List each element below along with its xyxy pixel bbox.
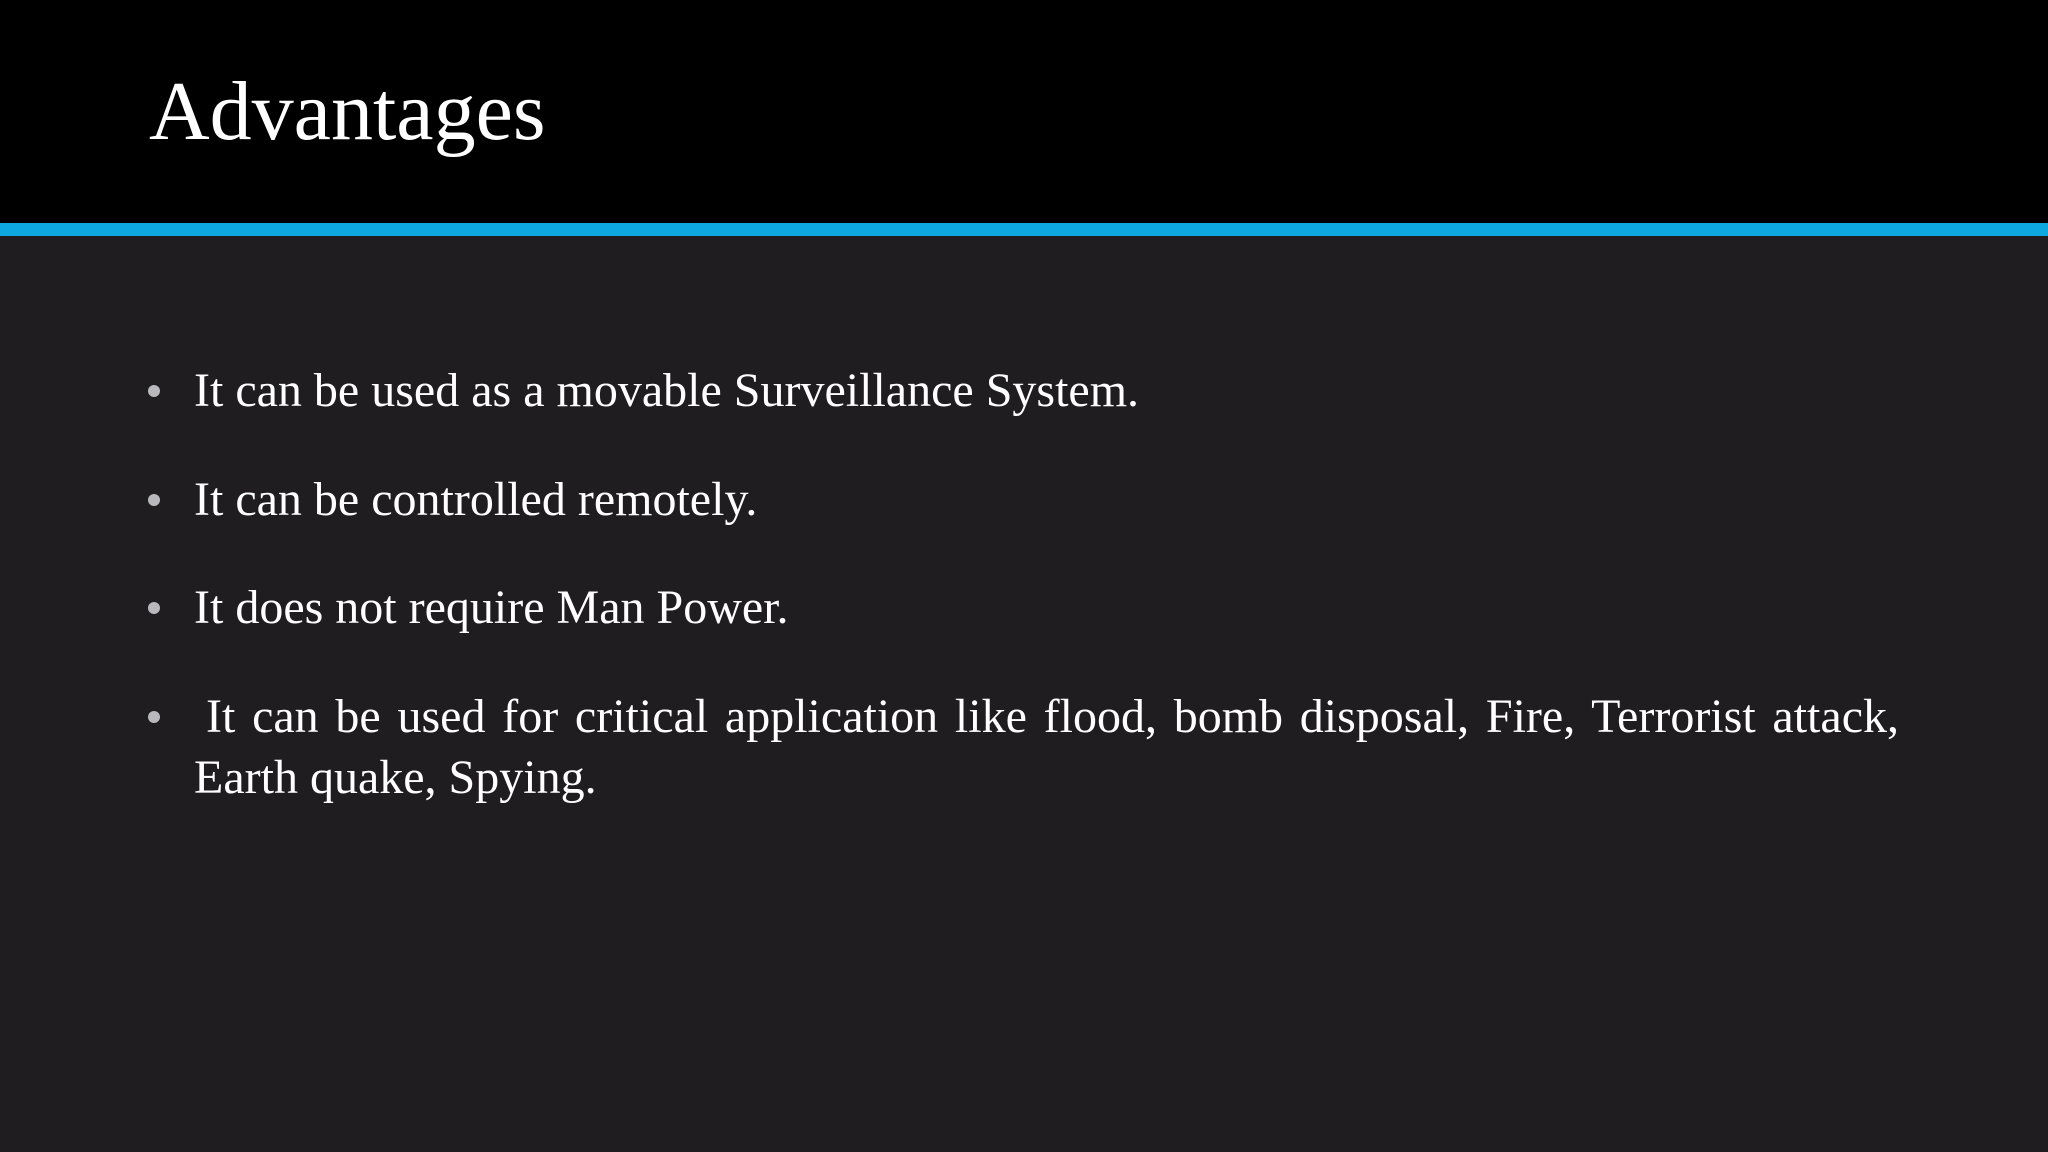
slide-title: Advantages [149, 65, 546, 158]
bullet-dot-icon [148, 494, 160, 506]
bullet-text: It can be controlled remotely. [194, 473, 758, 526]
bullet-dot-icon [148, 711, 160, 723]
bullet-text: It can be used as a movable Surveillance System. [194, 364, 1140, 417]
bullet-item [148, 469, 1900, 530]
bullet-text: It does not require Man Power. [194, 581, 789, 634]
accent-bar [0, 223, 2048, 236]
bullet-item [148, 577, 1900, 638]
bullet-text: It can be used for critical application like flood, bomb disposal, Fire, Terrorist attack, Earth quake, Spying. [194, 690, 1899, 804]
bullet-item [148, 686, 1900, 808]
bullet-dot-icon [148, 385, 160, 397]
bullet-dot-icon [148, 602, 160, 614]
title-band [0, 0, 2048, 223]
bullet-item [148, 360, 1900, 421]
